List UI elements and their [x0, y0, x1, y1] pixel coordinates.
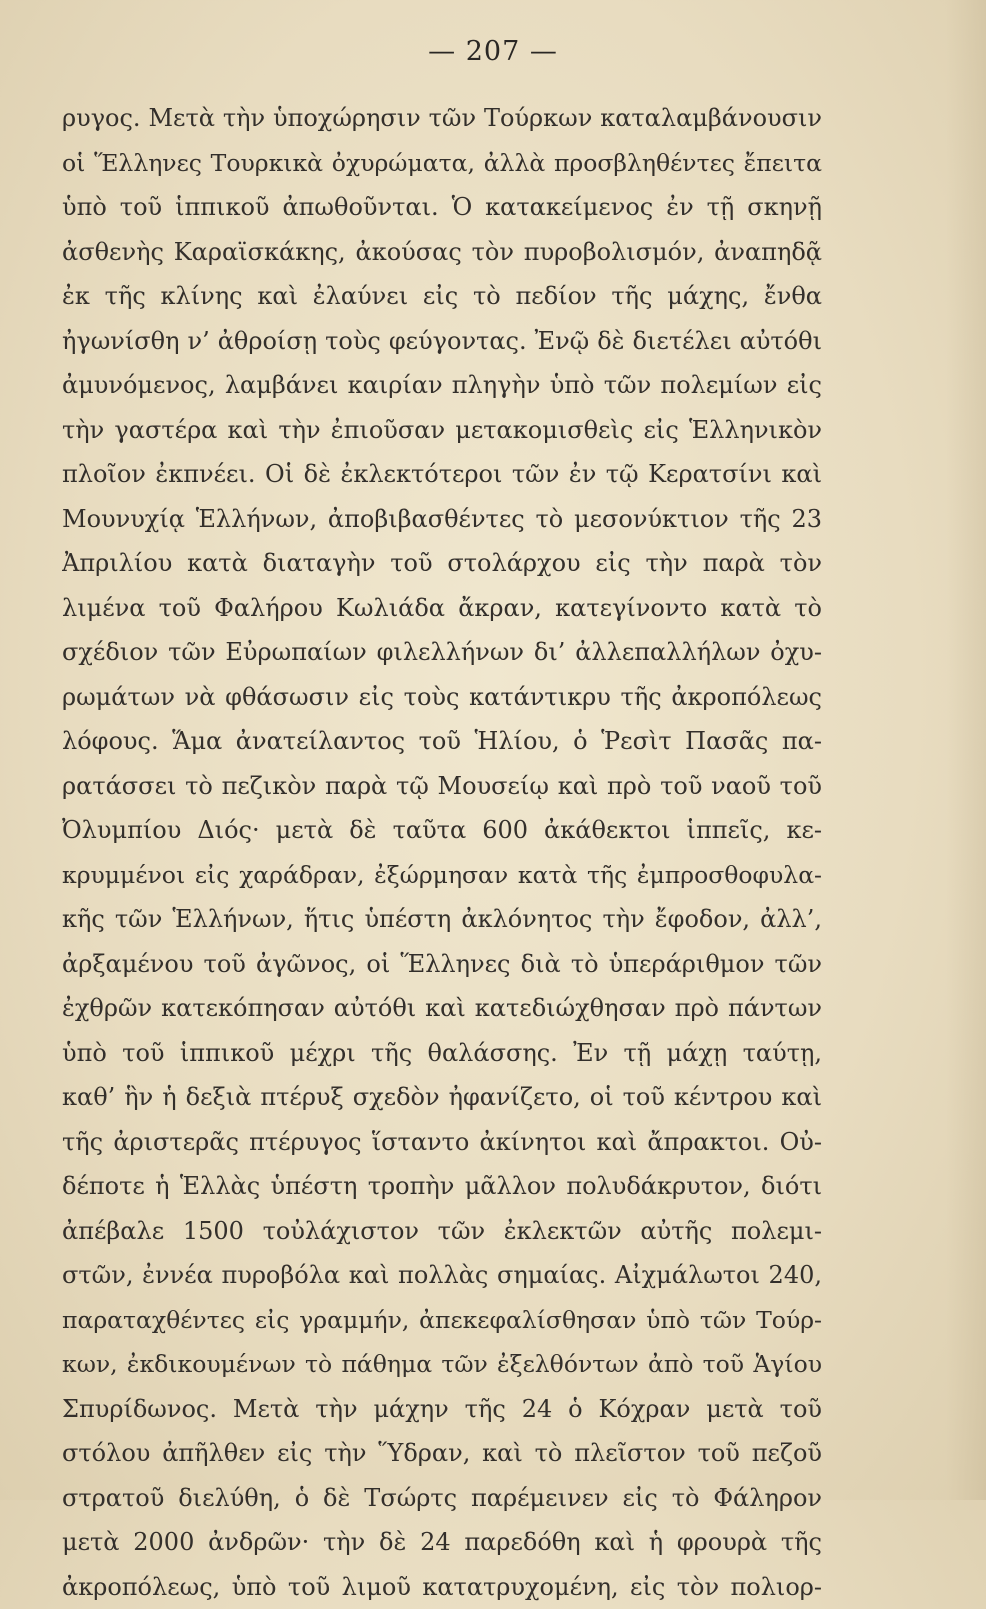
text-line: τῆς ἀριστερᾶς πτέρυγος ἵσταντο ἀκίνητοι καὶ ἄπρακτοι. Οὐ-: [62, 1120, 822, 1165]
text-line: ρυγος. Μετὰ τὴν ὑποχώρησιν τῶν Τούρκων καταλαμβάνουσιν: [62, 96, 822, 141]
text-line: ὑπὸ τοῦ ἱππικοῦ ἀπωθοῦνται. Ὁ κατακείμενος ἐν τῇ σκηνῇ: [62, 185, 822, 230]
text-line: οἱ Ἕλληνες Τουρκικὰ ὀχυρώματα, ἀλλὰ προσβληθέντες ἔπειτα: [62, 141, 822, 186]
text-line: ἀρξαμένου τοῦ ἀγῶνος, οἱ Ἕλληνες διὰ τὸ ὑπεράριθμον τῶν: [62, 942, 822, 987]
text-line: Σπυρίδωνος. Μετὰ τὴν μάχην τῆς 24 ὁ Κόχραν μετὰ τοῦ: [62, 1387, 822, 1432]
text-line: Μουνυχίᾳ Ἑλλήνων, ἀποβιβασθέντες τὸ μεσονύκτιον τῆς 23: [62, 497, 822, 542]
text-line: ἠγωνίσθη ν’ ἀθροίσῃ τοὺς φεύγοντας. Ἐνῷ δὲ διετέλει αὐτόθι: [62, 319, 822, 364]
text-line: καθ’ ἣν ἡ δεξιὰ πτέρυξ σχεδὸν ἠφανίζετο, οἱ τοῦ κέντρου καὶ: [62, 1075, 822, 1120]
text-line: ὑπὸ τοῦ ἱππικοῦ μέχρι τῆς θαλάσσης. Ἐν τῇ μάχῃ ταύτῃ,: [62, 1031, 822, 1076]
text-line: κρυμμένοι εἰς χαράδραν, ἐξώρμησαν κατὰ τῆς ἐμπροσθοφυλα-: [62, 853, 822, 898]
text-line: ρατάσσει τὸ πεζικὸν παρὰ τῷ Μουσείῳ καὶ πρὸ τοῦ ναοῦ τοῦ: [62, 764, 822, 809]
text-line: λόφους. Ἅμα ἀνατείλαντος τοῦ Ἡλίου, ὁ Ῥεσὶτ Πασᾶς πα-: [62, 719, 822, 764]
text-line: παραταχθέντες εἰς γραμμήν, ἀπεκεφαλίσθησαν ὑπὸ τῶν Τούρ-: [62, 1298, 822, 1343]
text-line: ἐκ τῆς κλίνης καὶ ἐλαύνει εἰς τὸ πεδίον τῆς μάχης, ἔνθα: [62, 274, 822, 319]
text-line: ἀκροπόλεως, ὑπὸ τοῦ λιμοῦ κατατρυχομένη, εἰς τὸν πολιορ-: [62, 1565, 822, 1609]
text-line: ρωμάτων νὰ φθάσωσιν εἰς τοὺς κατάντικρυ τῆς ἀκροπόλεως: [62, 675, 822, 720]
text-line: κων, ἐκδικουμένων τὸ πάθημα τῶν ἐξελθόντων ἀπὸ τοῦ Ἁγίου: [62, 1342, 822, 1387]
body-text: [62, 96, 822, 1609]
text-line: Ὀλυμπίου Διός· μετὰ δὲ ταῦτα 600 ἀκάθεκτοι ἱππεῖς, κε-: [62, 808, 822, 853]
text-line: ἀσθενὴς Καραϊσκάκης, ἀκούσας τὸν πυροβολισμόν, ἀναπηδᾷ: [62, 230, 822, 275]
text-line: σχέδιον τῶν Εὐρωπαίων φιλελλήνων δι’ ἀλλεπαλλήλων ὀχυ-: [62, 630, 822, 675]
page-number-header: — 207 —: [0, 36, 986, 67]
page-edge-shadow: [946, 0, 986, 1500]
text-line: μετὰ 2000 ἀνδρῶν· τὴν δὲ 24 παρεδόθη καὶ ἡ φρουρὰ τῆς: [62, 1520, 822, 1565]
text-line: πλοῖον ἐκπνέει. Οἱ δὲ ἐκλεκτότεροι τῶν ἐν τῷ Κερατσίνι καὶ: [62, 452, 822, 497]
text-line: ἀπέβαλε 1500 τοὐλάχιστον τῶν ἐκλεκτῶν αὐτῆς πολεμι-: [62, 1209, 822, 1254]
text-line: λιμένα τοῦ Φαλήρου Κωλιάδα ἄκραν, κατεγίνοντο κατὰ τὸ: [62, 586, 822, 631]
text-line: στῶν, ἐννέα πυροβόλα καὶ πολλὰς σημαίας. Αἰχμάλωτοι 240,: [62, 1253, 822, 1298]
text-line: στρατοῦ διελύθη, ὁ δὲ Τσώρτς παρέμεινεν εἰς τὸ Φάληρον: [62, 1476, 822, 1521]
text-line: στόλου ἀπῆλθεν εἰς τὴν Ὕδραν, καὶ τὸ πλεῖστον τοῦ πεζοῦ: [62, 1431, 822, 1476]
text-line: ἐχθρῶν κατεκόπησαν αὐτόθι καὶ κατεδιώχθησαν πρὸ πάντων: [62, 986, 822, 1031]
text-line: Ἀπριλίου κατὰ διαταγὴν τοῦ στολάρχου εἰς τὴν παρὰ τὸν: [62, 541, 822, 586]
text-line: δέποτε ἡ Ἑλλὰς ὑπέστη τροπὴν μᾶλλον πολυδάκρυτον, διότι: [62, 1164, 822, 1209]
text-line: τὴν γαστέρα καὶ τὴν ἐπιοῦσαν μετακομισθεὶς εἰς Ἑλληνικὸν: [62, 408, 822, 453]
text-line: ἀμυνόμενος, λαμβάνει καιρίαν πληγὴν ὑπὸ τῶν πολεμίων εἰς: [62, 363, 822, 408]
text-line: κῆς τῶν Ἑλλήνων, ἥτις ὑπέστη ἀκλόνητος τὴν ἔφοδον, ἀλλ’,: [62, 897, 822, 942]
